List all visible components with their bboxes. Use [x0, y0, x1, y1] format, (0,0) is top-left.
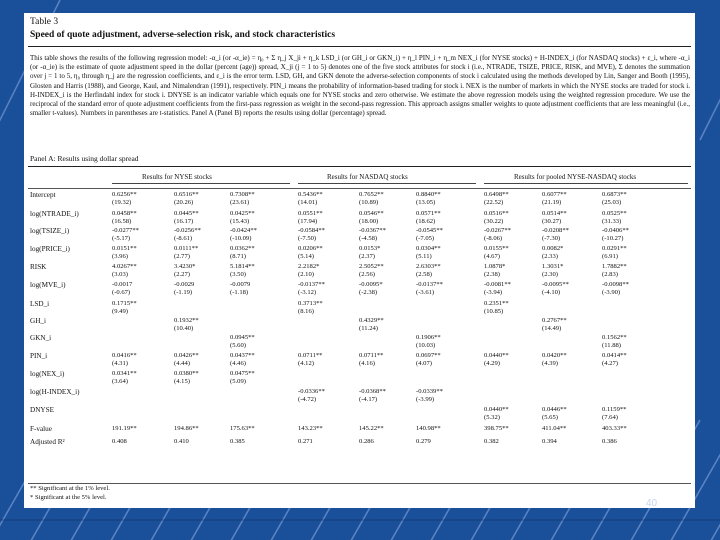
- coefficient-cell: -0.0098**: [602, 281, 629, 288]
- note-1pct: ** Significant at the 1% level.: [30, 485, 110, 492]
- t-statistic-cell: (4.29): [484, 360, 500, 367]
- row-label: log(H-INDEX_i): [30, 388, 80, 396]
- coefficient-cell: 0.0151**: [112, 245, 137, 252]
- coefficient-cell: 0.0440**: [484, 406, 509, 413]
- coefficient-cell: 1.0878*: [484, 263, 506, 270]
- coefficient-cell: 0.1159**: [602, 406, 627, 413]
- coefficient-cell: 0.0426**: [174, 352, 199, 359]
- t-statistic-cell: (2.77): [174, 253, 190, 260]
- t-statistic-cell: (-4.10): [542, 289, 561, 296]
- header-rule: [28, 188, 691, 189]
- t-statistic-cell: (4.31): [112, 360, 128, 367]
- coefficient-cell: 0.0711**: [359, 352, 384, 359]
- coefficient-cell: 0.0437**: [230, 352, 255, 359]
- t-statistic-cell: (11.88): [602, 342, 621, 349]
- row-label: GH_i: [30, 317, 46, 325]
- table-label: Table 3: [30, 17, 59, 27]
- t-statistic-cell: (2.30): [542, 271, 558, 278]
- t-statistic-cell: (20.26): [174, 199, 194, 206]
- coefficient-cell: 2.6303**: [416, 263, 441, 270]
- coefficient-cell: 0.0551**: [298, 210, 323, 217]
- t-statistic-cell: (14.01): [298, 199, 318, 206]
- row-label: log(TSIZE_i): [30, 227, 70, 235]
- t-statistic-cell: (31.33): [602, 218, 622, 225]
- coefficient-cell: 0.0458**: [112, 210, 137, 217]
- row-label: LSD_i: [30, 300, 50, 308]
- t-statistic-cell: (3.96): [112, 253, 128, 260]
- coefficient-cell: 4.0267**: [112, 263, 137, 270]
- t-statistic-cell: (14.49): [542, 325, 562, 332]
- coefficient-cell: 0.2767**: [542, 317, 567, 324]
- t-statistic-cell: (5.11): [416, 253, 432, 260]
- t-statistic-cell: (18.62): [416, 218, 436, 225]
- t-statistic-cell: (2.37): [359, 253, 375, 260]
- coefficient-cell: 403.33**: [602, 425, 627, 432]
- t-statistic-cell: (2.10): [298, 271, 314, 278]
- coefficient-cell: 191.19**: [112, 425, 137, 432]
- table-document: [24, 13, 695, 508]
- t-statistic-cell: (4.39): [542, 360, 558, 367]
- t-statistic-cell: (2.83): [602, 271, 618, 278]
- row-label: F-value: [30, 425, 52, 433]
- t-statistic-cell: (-10.09): [230, 235, 252, 242]
- coefficient-cell: -0.0368**: [359, 388, 386, 395]
- coefficient-cell: 0.0420**: [542, 352, 567, 359]
- t-statistic-cell: (9.49): [112, 308, 128, 315]
- t-statistic-cell: (8.16): [298, 308, 314, 315]
- coefficient-cell: -0.0137**: [416, 281, 443, 288]
- t-statistic-cell: (-0.67): [112, 289, 131, 296]
- coefficient-cell: 0.382: [484, 438, 499, 445]
- t-statistic-cell: (-5.17): [112, 235, 131, 242]
- coefficient-cell: 0.410: [174, 438, 189, 445]
- coefficient-cell: -0.0095*: [359, 281, 383, 288]
- t-statistic-cell: (-3.61): [416, 289, 435, 296]
- coefficient-cell: -0.0277**: [112, 227, 139, 234]
- coefficient-cell: 0.279: [416, 438, 431, 445]
- coefficient-cell: 0.0516**: [484, 210, 509, 217]
- coefficient-cell: 0.0711**: [298, 352, 323, 359]
- table-description: This table shows the results of the following regression model: -α_i (or -α_ie) = η₀ + Σ η_j X_ji + η_k LSD_i (or GH_i or GKN_i) + η_l PIN_i + η_m NEX_i (for NYSE stocks) + H-INDEX_i (for NASDAQ stocks) + ε_i, where -α_i (or -α_ie) is the estimate of quote adjustment speed in the dollar (percent (age)) spread, X_ji (j = 1 to 5) denotes one of the five stock attributes for stock i (i.e., NTRADE, TSIZE, PRICE, RISK, and MVE), Σ denotes the summation over j = 1 to 5, η₀ through η_j are the regression coefficients, and ε_i is the error term. LSD, GH, and GKN denote the adverse-selection components of stock i calculated using the methods developed by Lin, Sanger and Booth (1995), Glosten and Harris (1988), and George, Kaul, and Nimalendran (1991), respectively. PIN_i means the probability of information-based trading for stock i. NEX is the number of markets in which the NYSE stocks are traded for stock i. H-INDEX_i is the Herfindahl index for stock i. DNYSE is an indicator variable which equals one for NYSE stocks and zero otherwise. We estimate the above regression models using the weighted regression procedure. We use the reciprocal of the standard error of quote adjustment coefficients from the first-pass regression as weight in the second-pass regression. This approach assigns smaller weights to quote adjustment coefficients that are less meaningful (i.e., smaller t-values). Numbers in parentheses are t-statistics. Panel A (Panel B) reports the results using dollar (percentage) spread.: [30, 54, 690, 118]
- coefficient-cell: -0.0406**: [602, 227, 629, 234]
- coefficient-cell: 0.0525**: [602, 210, 627, 217]
- coefficient-cell: 0.385: [230, 438, 245, 445]
- coefficient-cell: 0.6077**: [542, 191, 567, 198]
- coefficient-cell: 0.0416**: [112, 352, 137, 359]
- coefficient-cell: 0.394: [542, 438, 557, 445]
- t-statistic-cell: (11.24): [359, 325, 378, 332]
- coefficient-cell: 0.0380**: [174, 370, 199, 377]
- t-statistic-cell: (30.22): [484, 218, 504, 225]
- coefficient-cell: 0.0206**: [298, 245, 323, 252]
- coefficient-cell: 0.1906**: [416, 334, 441, 341]
- coefficient-cell: 411.04**: [542, 425, 567, 432]
- coefficient-cell: 0.0425**: [230, 210, 255, 217]
- t-statistic-cell: (4.07): [416, 360, 432, 367]
- coefficient-cell: 0.8840**: [416, 191, 441, 198]
- coefficient-cell: 3.4230*: [174, 263, 196, 270]
- t-statistic-cell: (-7.50): [298, 235, 317, 242]
- t-statistic-cell: (16.58): [112, 218, 132, 225]
- t-statistic-cell: (-1.18): [230, 289, 249, 296]
- coefficient-cell: 0.0414**: [602, 352, 627, 359]
- table-title: Speed of quote adjustment, adverse-selection risk, and stock characteristics: [30, 30, 336, 40]
- coefficient-cell: 0.0945**: [230, 334, 255, 341]
- coefficient-cell: 0.0291**: [602, 245, 627, 252]
- coefficient-cell: 2.5052**: [359, 263, 384, 270]
- t-statistic-cell: (-4.58): [359, 235, 378, 242]
- row-label: RISK: [30, 263, 47, 271]
- coefficient-cell: -0.0367**: [359, 227, 386, 234]
- coefficient-cell: -0.0017: [112, 281, 133, 288]
- t-statistic-cell: (10.85): [484, 308, 504, 315]
- t-statistic-cell: (4.15): [174, 378, 190, 385]
- coefficient-cell: 0.0362**: [230, 245, 255, 252]
- t-statistic-cell: (22.52): [484, 199, 504, 206]
- coefficient-cell: 0.2351**: [484, 300, 509, 307]
- t-statistic-cell: (3.03): [112, 271, 128, 278]
- group-header-nyse: Results for NYSE stocks: [142, 173, 212, 181]
- row-label: log(MVE_i): [30, 281, 66, 289]
- coefficient-cell: 0.0445**: [174, 210, 199, 217]
- coefficient-cell: -0.0584**: [298, 227, 325, 234]
- group-underline-nyse: [112, 183, 290, 184]
- t-statistic-cell: (6.91): [602, 253, 618, 260]
- coefficient-cell: 0.6498**: [484, 191, 509, 198]
- coefficient-cell: -0.0336**: [298, 388, 325, 395]
- t-statistic-cell: (-4.17): [359, 396, 378, 403]
- coefficient-cell: 0.0341**: [112, 370, 137, 377]
- t-statistic-cell: (-10.27): [602, 235, 624, 242]
- coefficient-cell: 0.1562**: [602, 334, 627, 341]
- row-label: log(NEX_i): [30, 370, 65, 378]
- t-statistic-cell: (5.09): [230, 378, 246, 385]
- row-label: log(NTRADE_i): [30, 210, 79, 218]
- t-statistic-cell: (4.16): [359, 360, 375, 367]
- coefficient-cell: -0.0339**: [416, 388, 443, 395]
- coefficient-cell: 0.7308**: [230, 191, 255, 198]
- t-statistic-cell: (3.64): [112, 378, 128, 385]
- t-statistic-cell: (21.19): [542, 199, 562, 206]
- note-5pct: * Significant at the 5% level.: [30, 494, 107, 501]
- t-statistic-cell: (4.12): [298, 360, 314, 367]
- coefficient-cell: 0.6516**: [174, 191, 199, 198]
- t-statistic-cell: (-7.05): [416, 235, 435, 242]
- coefficient-cell: 398.75**: [484, 425, 509, 432]
- coefficient-cell: 0.6873**: [602, 191, 627, 198]
- t-statistic-cell: (5.32): [484, 414, 500, 421]
- coefficient-cell: 0.4329**: [359, 317, 384, 324]
- coefficient-cell: 0.0440**: [484, 352, 509, 359]
- coefficient-cell: -0.0424**: [230, 227, 257, 234]
- t-statistic-cell: (-7.30): [542, 235, 561, 242]
- t-statistic-cell: (-8.61): [174, 235, 193, 242]
- group-header-nasdaq: Results for NASDAQ stocks: [327, 173, 408, 181]
- t-statistic-cell: (13.05): [416, 199, 436, 206]
- t-statistic-cell: (7.64): [602, 414, 618, 421]
- coefficient-cell: 0.271: [298, 438, 313, 445]
- coefficient-cell: 1.3031*: [542, 263, 564, 270]
- coefficient-cell: 0.5436**: [298, 191, 323, 198]
- coefficient-cell: 0.0571**: [416, 210, 441, 217]
- coefficient-cell: 175.63**: [230, 425, 255, 432]
- coefficient-cell: -0.0208**: [542, 227, 569, 234]
- coefficient-cell: -0.0545**: [416, 227, 443, 234]
- panel-label: Panel A: Results using dollar spread: [30, 154, 139, 163]
- coefficient-cell: 194.86**: [174, 425, 199, 432]
- coefficient-cell: -0.0137**: [298, 281, 325, 288]
- t-statistic-cell: (2.38): [484, 271, 500, 278]
- t-statistic-cell: (10.89): [359, 199, 379, 206]
- row-label: log(PRICE_i): [30, 245, 70, 253]
- coefficient-cell: -0.0079: [230, 281, 251, 288]
- coefficient-cell: 0.0082*: [542, 245, 564, 252]
- group-underline-nasdaq: [298, 183, 476, 184]
- t-statistic-cell: (4.44): [174, 360, 190, 367]
- t-statistic-cell: (16.17): [174, 218, 194, 225]
- t-statistic-cell: (-3.12): [298, 289, 317, 296]
- row-label: DNYSE: [30, 406, 54, 414]
- t-statistic-cell: (30.27): [542, 218, 562, 225]
- t-statistic-cell: (5.60): [230, 342, 246, 349]
- t-statistic-cell: (2.56): [359, 271, 375, 278]
- t-statistic-cell: (25.03): [602, 199, 622, 206]
- coefficient-cell: 0.0546**: [359, 210, 384, 217]
- row-label: Intercept: [30, 191, 56, 199]
- slide-page-number: 40: [646, 498, 658, 509]
- t-statistic-cell: (3.50): [230, 271, 246, 278]
- t-statistic-cell: (8.71): [230, 253, 246, 260]
- coefficient-cell: 0.0155**: [484, 245, 509, 252]
- row-label: GKN_i: [30, 334, 52, 342]
- coefficient-cell: 2.2182*: [298, 263, 320, 270]
- t-statistic-cell: (-3.94): [484, 289, 503, 296]
- coefficient-cell: 0.7652**: [359, 191, 384, 198]
- coefficient-cell: 0.0697**: [416, 352, 441, 359]
- coefficient-cell: 0.386: [602, 438, 617, 445]
- t-statistic-cell: (-4.72): [298, 396, 317, 403]
- t-statistic-cell: (-8.06): [484, 235, 503, 242]
- t-statistic-cell: (10.40): [174, 325, 194, 332]
- t-statistic-cell: (2.27): [174, 271, 190, 278]
- coefficient-cell: 0.0514**: [542, 210, 567, 217]
- group-header-pooled: Results for pooled NYSE-NASDAQ stocks: [514, 173, 637, 181]
- t-statistic-cell: (17.94): [298, 218, 318, 225]
- t-statistic-cell: (4.46): [230, 360, 246, 367]
- t-statistic-cell: (18.00): [359, 218, 379, 225]
- t-statistic-cell: (-3.90): [602, 289, 621, 296]
- t-statistic-cell: (-2.38): [359, 289, 378, 296]
- coefficient-cell: 0.1715**: [112, 300, 137, 307]
- coefficient-cell: 0.6256**: [112, 191, 137, 198]
- group-underline-pooled: [484, 183, 688, 184]
- coefficient-cell: 0.0111**: [174, 245, 199, 252]
- t-statistic-cell: (5.65): [542, 414, 558, 421]
- coefficient-cell: 0.0475**: [230, 370, 255, 377]
- coefficient-cell: -0.0267**: [484, 227, 511, 234]
- panel-rule: [28, 166, 691, 167]
- bottom-rule: [28, 483, 691, 484]
- t-statistic-cell: (4.67): [484, 253, 500, 260]
- t-statistic-cell: (-3.99): [416, 396, 435, 403]
- t-statistic-cell: (-1.19): [174, 289, 193, 296]
- title-rule: [28, 46, 691, 47]
- coefficient-cell: 1.7882**: [602, 263, 627, 270]
- t-statistic-cell: (15.43): [230, 218, 250, 225]
- coefficient-cell: 0.408: [112, 438, 127, 445]
- t-statistic-cell: (2.58): [416, 271, 432, 278]
- coefficient-cell: -0.0095**: [542, 281, 569, 288]
- coefficient-cell: 0.0304**: [416, 245, 441, 252]
- coefficient-cell: -0.0081**: [484, 281, 511, 288]
- coefficient-cell: 0.3713**: [298, 300, 323, 307]
- coefficient-cell: 145.22**: [359, 425, 384, 432]
- t-statistic-cell: (5.14): [298, 253, 314, 260]
- coefficient-cell: -0.0256**: [174, 227, 201, 234]
- coefficient-cell: 5.1814**: [230, 263, 255, 270]
- coefficient-cell: 0.286: [359, 438, 374, 445]
- t-statistic-cell: (23.61): [230, 199, 250, 206]
- row-label: PIN_i: [30, 352, 48, 360]
- coefficient-cell: 0.0446**: [542, 406, 567, 413]
- row-label: Adjusted R²: [30, 438, 65, 446]
- coefficient-cell: 143.23**: [298, 425, 323, 432]
- t-statistic-cell: (4.27): [602, 360, 618, 367]
- t-statistic-cell: (10.03): [416, 342, 436, 349]
- t-statistic-cell: (19.32): [112, 199, 132, 206]
- coefficient-cell: 0.1932**: [174, 317, 199, 324]
- coefficient-cell: 0.0153*: [359, 245, 381, 252]
- coefficient-cell: -0.0029: [174, 281, 195, 288]
- t-statistic-cell: (2.33): [542, 253, 558, 260]
- coefficient-cell: 140.98**: [416, 425, 441, 432]
